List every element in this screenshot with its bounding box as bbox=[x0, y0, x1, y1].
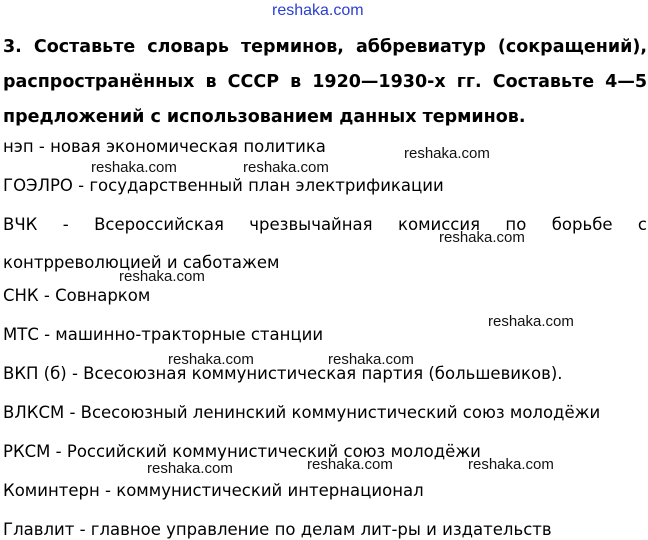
term-mts: МТС - машинно-тракторные станции bbox=[3, 325, 324, 344]
watermark: reshaka.com bbox=[468, 456, 554, 473]
watermark: reshaka.com bbox=[168, 351, 254, 368]
term-vlksm: ВЛКСМ - Всесоюзный ленинский коммунистический союз молодёжи bbox=[3, 403, 601, 422]
term-vkpb: ВКП (б) - Всесоюзная коммунистическая партия (большевиков). bbox=[3, 364, 563, 383]
term-komintern: Коминтерн - коммунистический интернационал bbox=[3, 481, 424, 500]
term-rksm: РКСМ - Российский коммунистический союз молодёжи bbox=[3, 442, 481, 461]
watermark: reshaka.com bbox=[243, 159, 329, 176]
term-vchk: ВЧК - Всероссийская чрезвычайная комиссия по борьбе с контрреволюцией и саботажем bbox=[3, 215, 647, 272]
watermark: reshaka.com bbox=[91, 159, 177, 176]
watermark: reshaka.com bbox=[439, 229, 525, 246]
watermark: reshaka.com bbox=[328, 351, 414, 368]
watermark: reshaka.com bbox=[307, 456, 393, 473]
watermark: reshaka.com bbox=[488, 313, 574, 330]
watermark: reshaka.com bbox=[404, 145, 490, 162]
term-goelro: ГОЭЛРО - государственный план электрификации bbox=[3, 176, 444, 195]
watermark-top: reshaka.com bbox=[272, 2, 364, 19]
term-snk: СНК - Совнарком bbox=[3, 286, 151, 305]
watermark: reshaka.com bbox=[119, 268, 205, 285]
watermark: reshaka.com bbox=[147, 460, 233, 477]
task-heading: 3. Составьте словарь терминов, аббревиатур (сокращений), распространённых в СССР в 1920—1930-х гг. Составьте 4—5 предложений с использованием данных терминов. bbox=[3, 37, 647, 127]
term-glavlit: Главлит - главное управление по делам лит-ры и издательств bbox=[3, 520, 552, 539]
term-nep: нэп - новая экономическая политика bbox=[3, 137, 326, 156]
